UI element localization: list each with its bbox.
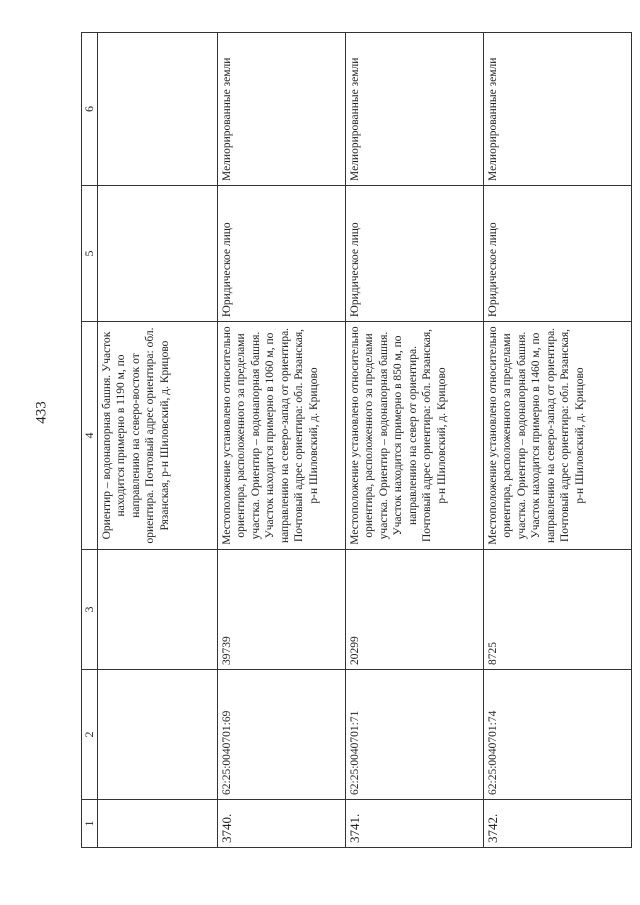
land-category: Мелиорированные земли — [345, 33, 483, 186]
row-number: 3740. — [217, 800, 345, 848]
location-description: Ориентир – водонапорная башня. Участок находится примерно в 1190 м, по направлению на северо-восток от ориентира. Почтовый адрес ориентира: обл. Рязанская, р-н Шиловский, д. Крицово — [97, 322, 217, 550]
header-cell: 2 — [82, 670, 98, 800]
table-row — [97, 33, 217, 848]
owner-type: Юридическое лицо — [217, 186, 345, 322]
area-value: 8725 — [483, 550, 631, 670]
owner-type — [97, 186, 217, 322]
area-value: 20299 — [345, 550, 483, 670]
owner-type: Юридическое лицо — [345, 186, 483, 322]
table-header-row — [82, 33, 98, 848]
land-category — [97, 33, 217, 186]
cadastral-number: 62:25:0040701:69 — [217, 670, 345, 800]
page-number: 433 — [33, 401, 50, 424]
land-registry-table-rotated — [81, 33, 629, 848]
header-cell: 4 — [82, 322, 98, 550]
location-description: Местоположение установлено относительно ориентира, расположенного за пределами участка. Ориентир – водонапорная башня. Участок находится примерно в 1460 м, по направлению на северо-запад от ориентира. Почтовый адрес ориентира: обл. Рязанская, р-н Шиловский, д. Крицово — [483, 322, 631, 550]
land-registry-table — [81, 32, 632, 848]
land-category: Мелиорированные земли — [483, 33, 631, 186]
row-number — [97, 800, 217, 848]
row-number: 3741. — [345, 800, 483, 848]
row-number: 3742. — [483, 800, 631, 848]
table-row — [483, 33, 631, 848]
header-cell: 3 — [82, 550, 98, 670]
header-cell: 6 — [82, 33, 98, 186]
cadastral-number — [97, 670, 217, 800]
cadastral-number: 62:25:0040701:74 — [483, 670, 631, 800]
area-value — [97, 550, 217, 670]
cadastral-number: 62:25:0040701:71 — [345, 670, 483, 800]
land-category: Мелиорированные земли — [217, 33, 345, 186]
table-row — [345, 33, 483, 848]
owner-type: Юридическое лицо — [483, 186, 631, 322]
table-row — [217, 33, 345, 848]
location-description: Местоположение установлено относительно ориентира, расположенного за пределами участка. Ориентир – водонапорная башня. Участок находится примерно в 850 м, по направлению на север от ориентира. Почтовый адрес ориентира: обл. Рязанская, р-н Шиловский, д. Крицово — [345, 322, 483, 550]
location-description: Местоположение установлено относительно ориентира, расположенного за пределами участка. Ориентир – водонапорная башня. Участок находится примерно в 1060 м, по направлению на северо-запад от ориентира. Почтовый адрес ориентира: обл. Рязанская, р-н Шиловский, д. Крицово — [217, 322, 345, 550]
header-cell: 5 — [82, 186, 98, 322]
area-value: 39739 — [217, 550, 345, 670]
header-cell: 1 — [82, 800, 98, 848]
